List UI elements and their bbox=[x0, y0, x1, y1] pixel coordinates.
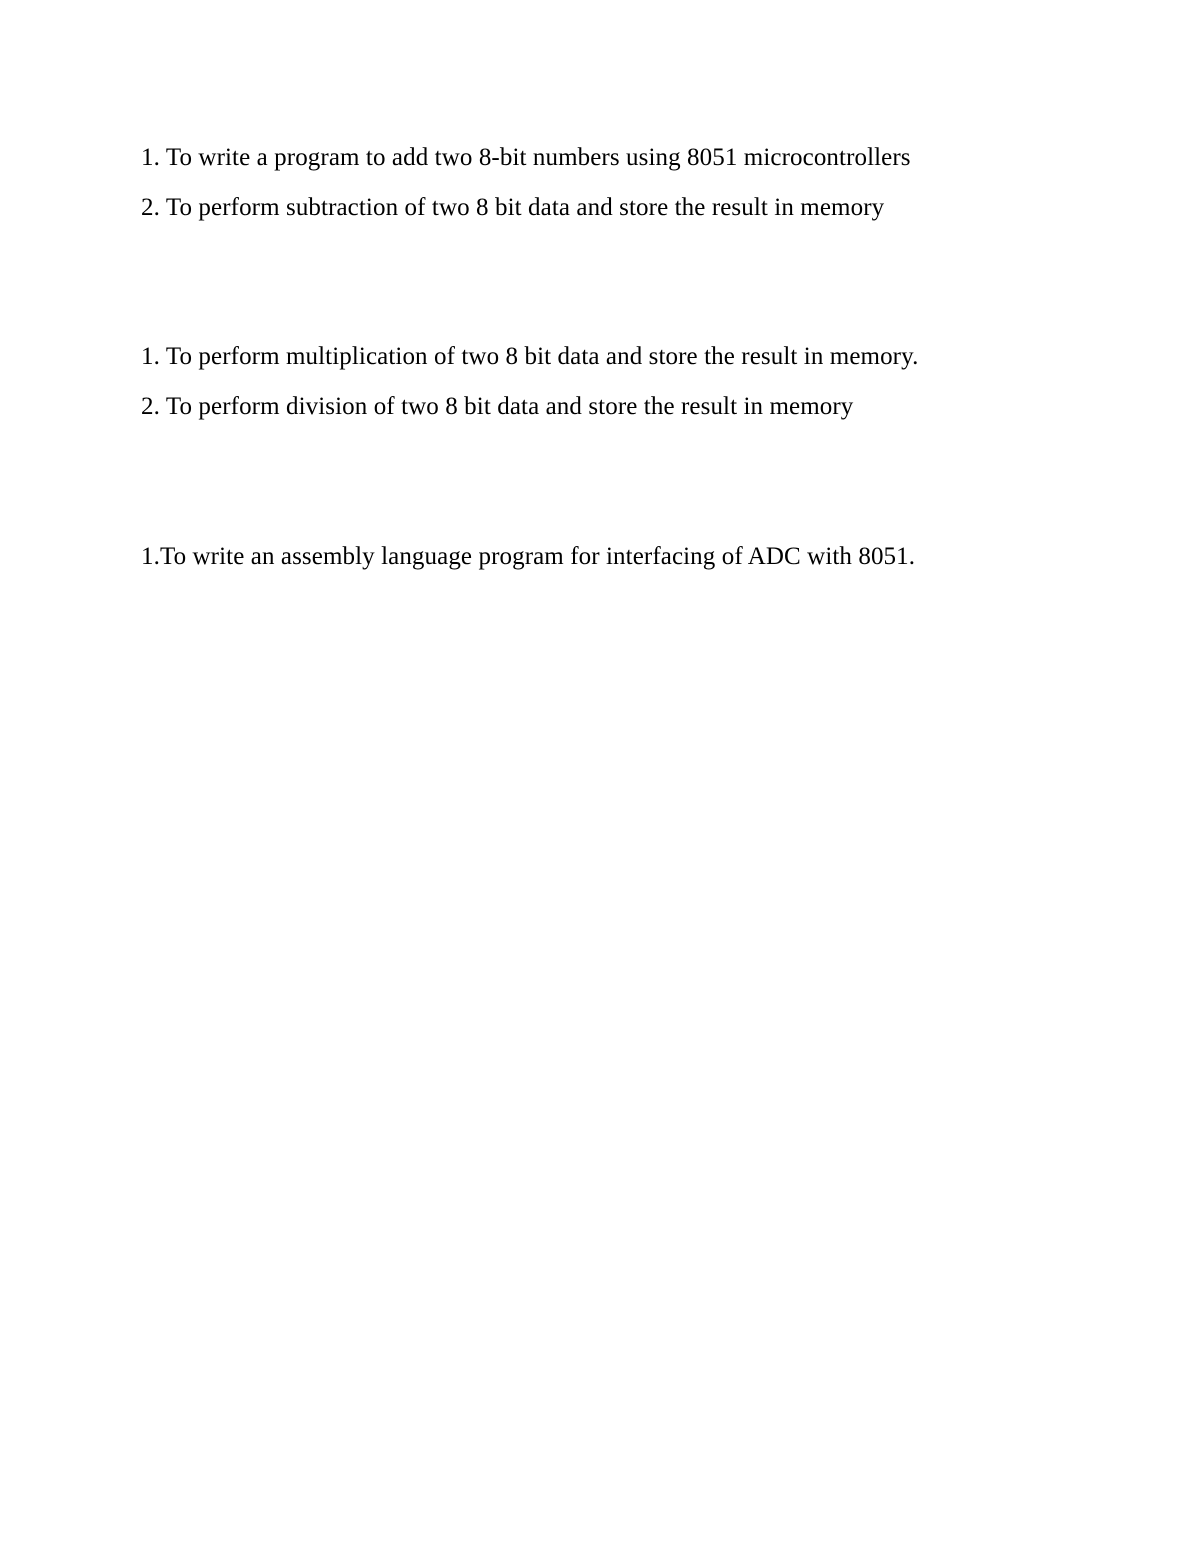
list-item: 1. To perform multiplication of two 8 bit data and store the result in memory. bbox=[141, 343, 919, 370]
list-item: 2. To perform division of two 8 bit data and store the result in memory bbox=[141, 393, 854, 420]
list-item: 1.To write an assembly language program for interfacing of ADC with 8051. bbox=[141, 543, 916, 570]
list-item: 1. To write a program to add two 8-bit numbers using 8051 microcontrollers bbox=[141, 144, 911, 171]
list-item: 2. To perform subtraction of two 8 bit data and store the result in memory bbox=[141, 194, 885, 221]
